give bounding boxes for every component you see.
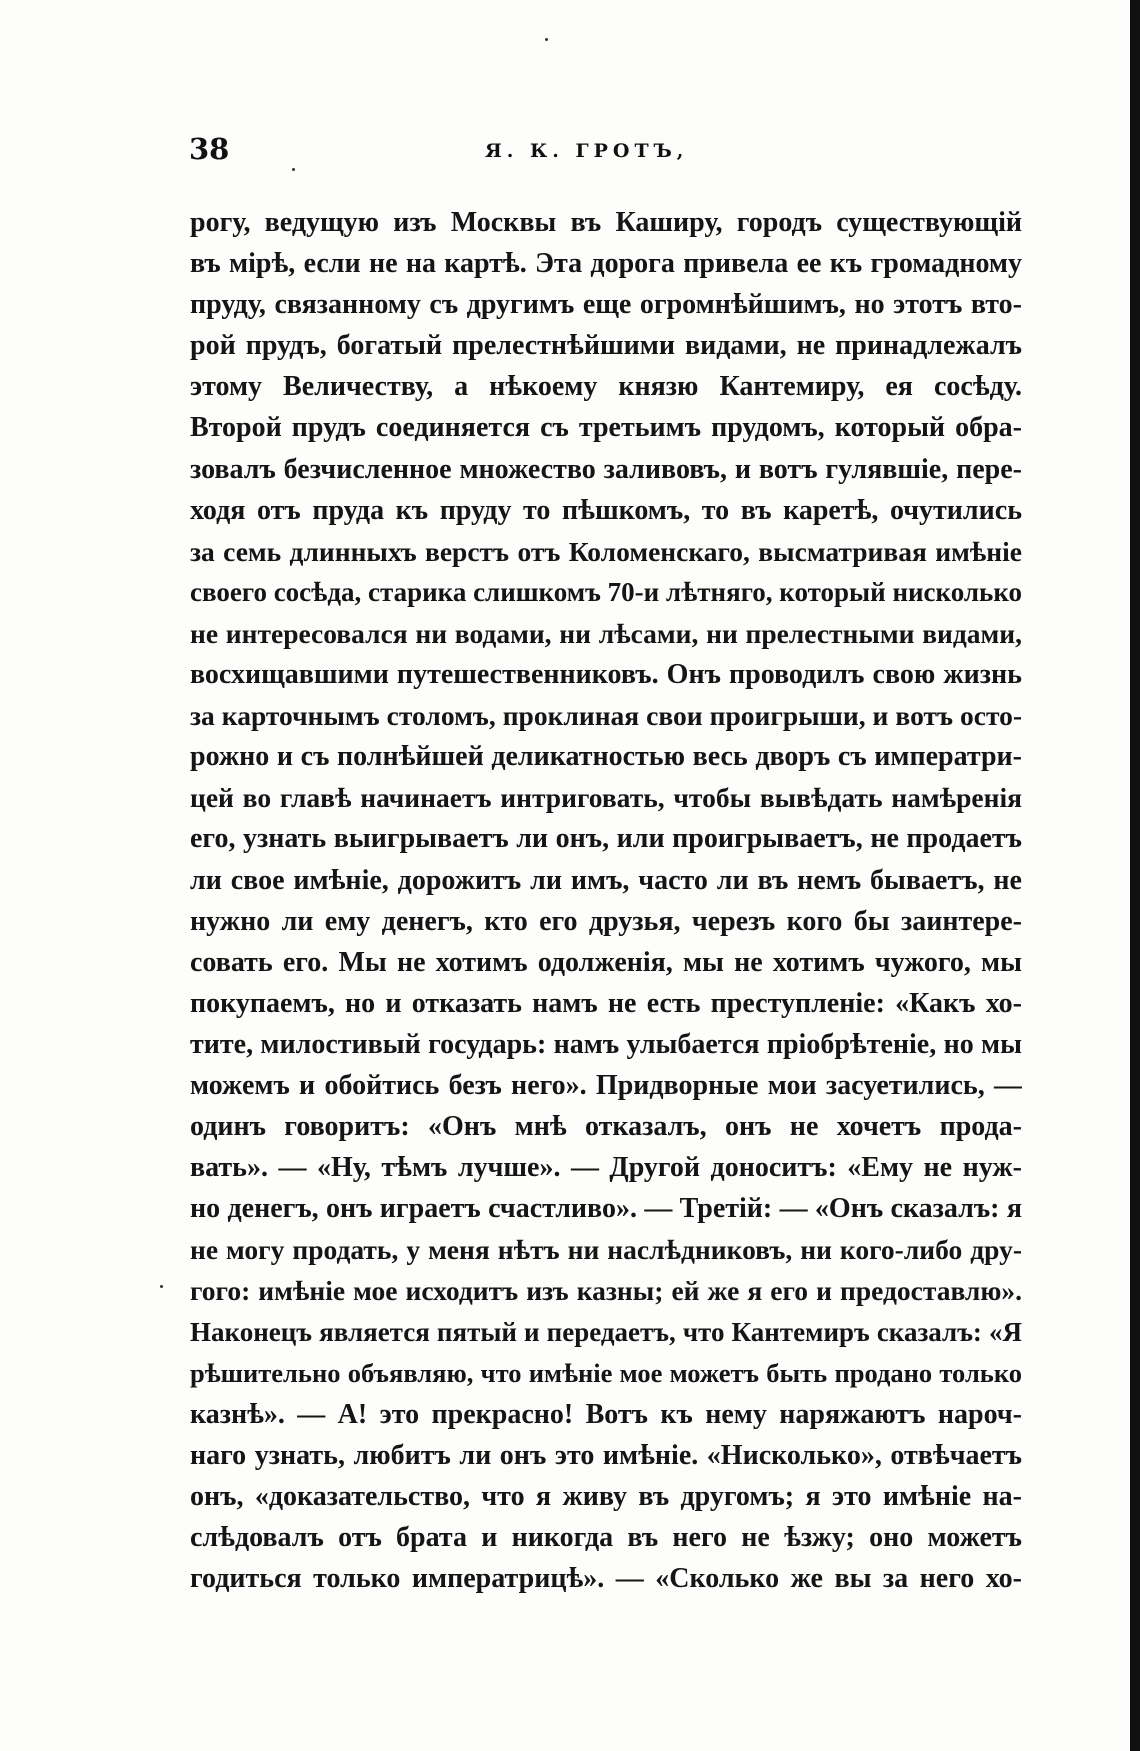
- text-line: но денегъ, онъ играетъ счастливо». — Третій: — «Онъ сказалъ: я: [190, 1193, 1022, 1225]
- text-line: одинъ говоритъ: «Онъ мнѣ отказалъ, онъ не хочетъ прода-: [190, 1111, 1022, 1143]
- page-edge-shadow: [1130, 0, 1140, 1751]
- text-line: рѣшительно объявляю, что имѣніе мое можетъ быть продано только: [190, 1357, 1022, 1388]
- text-line: за карточнымъ столомъ, проклиная свои проигрыши, и вотъ осто-: [190, 700, 1022, 732]
- text-line: пруду, связанному съ другимъ еще огромнѣйшимъ, но этотъ вто-: [190, 289, 1022, 321]
- page-number: 38: [189, 132, 230, 166]
- text-line: за семь длинныхъ верстъ отъ Коломенскаго, высматривая имѣніе: [190, 535, 1022, 567]
- text-line: совать его. Мы не хотимъ одолженія, мы не хотимъ чужого, мы: [190, 946, 1022, 978]
- page-header: [189, 132, 1021, 172]
- text-line: не интересовался ни водами, ни лѣсами, ни прелестными видами,: [190, 617, 1022, 649]
- text-line: этому Величеству, а нѣкоему князю Кантемиру, ея сосѣду.: [190, 371, 1022, 403]
- text-line: восхищавшими путешественниковъ. Онъ проводилъ свою жизнь: [190, 659, 1022, 691]
- text-line: нужно ли ему денегъ, кто его друзья, черезъ кого бы заинтере-: [190, 905, 1022, 937]
- text-line: своего сосѣда, старика слишкомъ 70-и лѣтняго, который нисколько: [190, 576, 1022, 607]
- text-line: тите, милостивый государь: намъ улыбается пріобрѣтеніе, но мы: [190, 1028, 1022, 1060]
- text-line: цей во главѣ начинаетъ интриговать, чтобы вывѣдать намѣренія: [190, 782, 1022, 814]
- text-line: его, узнать выигрываетъ ли онъ, или проигрываетъ, не продаетъ: [190, 823, 1022, 855]
- body-text: [190, 202, 1022, 1599]
- text-line: гого: имѣніе мое исходитъ изъ казны; ей же я его и предоставлю».: [190, 1275, 1022, 1307]
- text-line: рой прудъ, богатый прелестнѣйшими видами, не принадлежалъ: [190, 330, 1022, 362]
- running-title: Я. К. ГРОТЪ,: [485, 140, 689, 162]
- text-line: ли свое имѣніе, дорожитъ ли имъ, часто ли въ немъ бываетъ, не: [190, 864, 1022, 896]
- text-line: можемъ и обойтись безъ него». Придворные мои засуетились, —: [190, 1069, 1022, 1101]
- text-line: слѣдовалъ отъ брата и никогда въ него не ѣзжу; оно можетъ: [190, 1522, 1022, 1553]
- text-line: Второй прудъ соединяется съ третьимъ прудомъ, который обра-: [190, 412, 1022, 444]
- text-line: вать». — «Ну, тѣмъ лучше». — Другой доноситъ: «Ему не нуж-: [190, 1152, 1022, 1184]
- text-line: зовалъ безчисленное множество заливовъ, и вотъ гулявшіе, пере-: [190, 453, 1022, 485]
- text-line: онъ, «доказательство, что я живу въ другомъ; я это имѣніе на-: [190, 1480, 1022, 1512]
- print-speck: [545, 38, 548, 41]
- text-line: рожно и съ полнѣйшей деликатностью весь дворъ съ императри-: [190, 741, 1022, 773]
- print-speck: [160, 1285, 163, 1288]
- text-line: въ мірѣ, если не на картѣ. Эта дорога привела ее къ громадному: [190, 248, 1022, 280]
- text-line: Наконецъ является пятый и передаетъ, что Кантемиръ сказалъ: «Я: [190, 1316, 1022, 1347]
- text-line: годиться только императрицѣ». — «Сколько же вы за него хо-: [190, 1563, 1022, 1595]
- text-line: покупаемъ, но и отказать намъ не есть преступленіе: «Какъ хо-: [190, 987, 1022, 1019]
- text-line: не могу продать, у меня нѣтъ ни наслѣдниковъ, ни кого-либо дру-: [190, 1234, 1022, 1266]
- text-line: наго узнать, любитъ ли онъ это имѣніе. «Нисколько», отвѣчаетъ: [190, 1439, 1022, 1471]
- text-line: казнѣ». — А! это прекрасно! Вотъ къ нему наряжаютъ нароч-: [190, 1398, 1022, 1430]
- text-line: рогу, ведущую изъ Москвы въ Каширу, городъ существующій: [190, 207, 1022, 238]
- text-line: ходя отъ пруда къ пруду то пѣшкомъ, то въ каретѣ, очутились: [190, 494, 1022, 526]
